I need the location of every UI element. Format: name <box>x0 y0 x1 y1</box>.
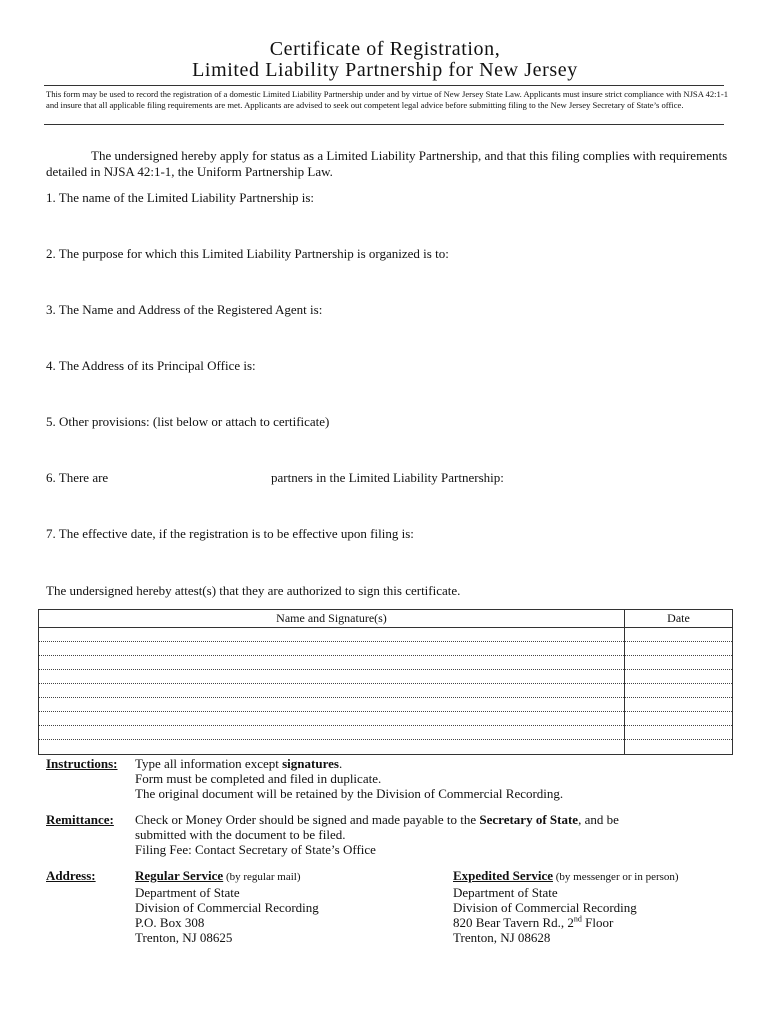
signature-cell[interactable] <box>39 684 625 698</box>
signature-table-header <box>39 610 733 628</box>
item-partnership-name: 1. The name of the Limited Liability Partnership is: <box>46 190 315 205</box>
regular-address-line-1: Department of State <box>135 885 240 900</box>
remittance-block <box>135 812 619 857</box>
signature-cell[interactable] <box>39 712 625 726</box>
expedited-address-line-1: Department of State <box>453 885 558 900</box>
regular-service-heading: Regular Service (by regular mail) <box>135 868 301 883</box>
date-cell[interactable] <box>625 740 733 755</box>
date-cell[interactable] <box>625 670 733 684</box>
instructions-line-1: Type all information except signatures. <box>135 756 343 771</box>
table-row <box>39 698 733 712</box>
signature-cell[interactable] <box>39 698 625 712</box>
signature-cell[interactable] <box>39 628 625 642</box>
regular-address-line-4: Trenton, NJ 08625 <box>135 930 233 945</box>
expedited-service-heading: Expedited Service (by messenger or in person) <box>453 868 679 883</box>
expedited-address-line-3: 820 Bear Tavern Rd., 2nd Floor <box>453 914 614 930</box>
item-principal-office: 4. The Address of its Principal Office is: <box>46 358 256 373</box>
remittance-line-1: Check or Money Order should be signed and made payable to the Secretary of State, and be <box>135 812 619 827</box>
name-signature-header: Name and Signature(s) <box>39 610 625 628</box>
expedited-address-line-2: Division of Commercial Recording <box>453 900 637 915</box>
signature-cell[interactable] <box>39 726 625 740</box>
expedited-service-address <box>453 868 679 945</box>
intro-paragraph: The undersigned hereby apply for status as a Limited Liability Partnership, and that this filing complies with requirements detailed in NJSA 42:1-1, the Uniform Partnership Law. <box>46 148 728 179</box>
table-row <box>39 642 733 656</box>
remittance-line-2: submitted with the document to be filed. <box>135 827 346 842</box>
item-partners-count-prefix: 6. There are <box>46 470 109 485</box>
signature-cell[interactable] <box>39 656 625 670</box>
table-row <box>39 628 733 642</box>
table-row <box>39 726 733 740</box>
notice-divider <box>44 124 724 125</box>
top-divider <box>44 85 724 86</box>
date-cell[interactable] <box>625 684 733 698</box>
title-line-1: Certificate of Registration, <box>269 38 501 60</box>
date-header: Date <box>625 610 733 628</box>
date-cell[interactable] <box>625 628 733 642</box>
date-cell[interactable] <box>625 698 733 712</box>
signature-table <box>38 609 733 755</box>
signature-cell[interactable] <box>39 740 625 755</box>
expedited-address-line-4: Trenton, NJ 08628 <box>453 930 551 945</box>
date-cell[interactable] <box>625 712 733 726</box>
item-purpose: 2. The purpose for which this Limited Liability Partnership is organized is to: <box>46 246 449 261</box>
item-effective-date: 7. The effective date, if the registration is to be effective upon filing is: <box>46 526 414 541</box>
instructions-line-2: Form must be completed and filed in duplicate. <box>135 771 382 786</box>
date-cell[interactable] <box>625 656 733 670</box>
remittance-line-3: Filing Fee: Contact Secretary of State’s Office <box>135 842 376 857</box>
item-registered-agent: 3. The Name and Address of the Registered Agent is: <box>46 302 323 317</box>
date-cell[interactable] <box>625 642 733 656</box>
title-line-2: Limited Liability Partnership for New Jersey <box>192 59 578 81</box>
table-row <box>39 670 733 684</box>
signature-cell[interactable] <box>39 670 625 684</box>
notice-text: This form may be used to record the registration of a domestic Limited Liability Partnership under and by virtue of New Jersey State Law. Applicants must insure strict compliance with NJSA 42:1-1 and insure that all applicable filing requirements are met. Applicants are advised to seek out competent legal advice before submitting filing to the New Jersey Secretary of State’s office. <box>46 89 729 110</box>
table-row <box>39 740 733 755</box>
instructions-label: Instructions: <box>46 756 118 771</box>
date-cell[interactable] <box>625 726 733 740</box>
remittance-label: Remittance: <box>46 812 114 827</box>
instructions-block <box>135 756 563 801</box>
address-label: Address: <box>46 868 96 883</box>
item-partners-count-suffix: partners in the Limited Liability Partnership: <box>271 470 504 485</box>
table-row <box>39 712 733 726</box>
table-row <box>39 656 733 670</box>
table-row <box>39 684 733 698</box>
regular-address-line-2: Division of Commercial Recording <box>135 900 319 915</box>
signature-cell[interactable] <box>39 642 625 656</box>
regular-address-line-3: P.O. Box 308 <box>135 915 205 930</box>
item-other-provisions: 5. Other provisions: (list below or attach to certificate) <box>46 414 330 429</box>
attestation-text: The undersigned hereby attest(s) that they are authorized to sign this certificate. <box>46 583 461 598</box>
instructions-line-3: The original document will be retained by the Division of Commercial Recording. <box>135 786 564 801</box>
regular-service-address <box>135 868 319 945</box>
